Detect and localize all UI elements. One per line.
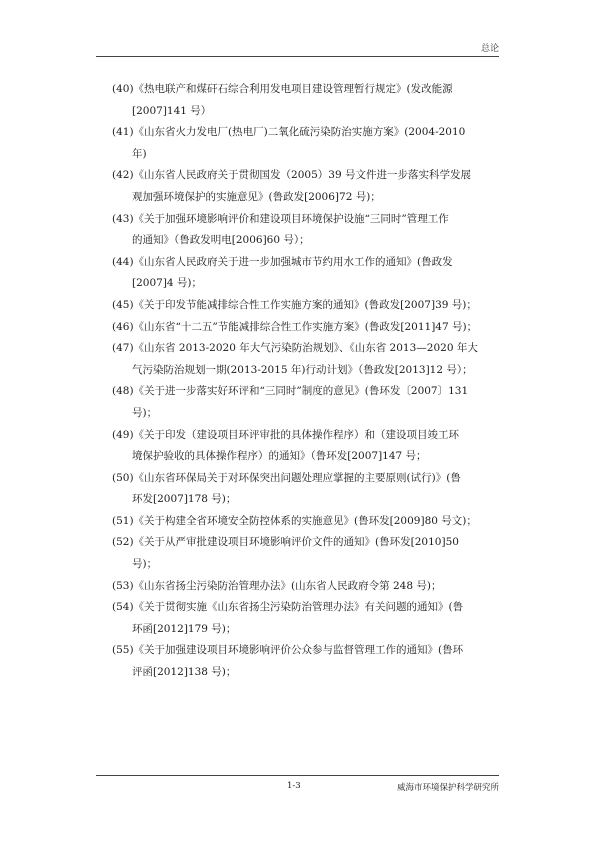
list-item-line: (48)《关于进一步落实好环评和“三同时”制度的意见》(鲁环发〔2007〕131 [112,385,469,398]
list-item-continuation: 环函[2012]179 号)； [132,622,237,635]
header-divider [96,56,499,57]
list-item-line: (49)《关于印发（建设项目环评审批的具体操作程序）和（建设项目竣工环 [112,428,460,441]
list-item-line: (40)《热电联产和煤矸石综合利用发电项目建设管理暂行规定》(发改能源 [112,83,453,95]
list-item [112,576,506,598]
list-item-line: (50)《山东省环保局关于对环保突出问题处理应掌握的主要原则(试行)》(鲁 [112,471,461,484]
list-item [112,511,506,533]
footer-divider [96,775,499,776]
list-item [112,425,506,468]
list-item-continuation: 气污染防治规划一期(2013-2015 年)行动计划》（鲁政发[2013]12 号）； [132,363,473,376]
list-item-line: (43)《关于加强环境影响评价和建设项目环境保护设施“三同时”管理工作 [112,212,449,225]
list-item-line: (41)《山东省火力发电厂(热电厂)二氧化硫污染防治实施方案》(2004-2010 [112,126,466,139]
list-item [112,532,506,575]
list-item-line: (51)《关于构建全省环境安全防控体系的实施意见》(鲁环发[2009]80 号文)； [112,514,477,527]
list-item [112,640,506,683]
list-item-line: (47)《山东省 2013-2020 年大气污染防治规划》、《山东省 2013—2020 年大 [112,342,478,355]
list-item-continuation: 境保护验收的具体操作程序）的通知》（鲁环发[2007]147 号； [132,450,427,463]
list-item-line: (52)《关于从严审批建设项目环境影响评价文件的通知》(鲁环发[2010]50 [112,536,459,549]
list-item-line: (42)《山东省人民政府关于贯彻国发（2005）39 号文件进一步落实科学发展 [112,169,471,182]
list-item [112,165,506,208]
header-title: 总论 [480,44,499,54]
list-item-continuation: 环发[2007]178 号)； [132,493,237,506]
footer-institute: 威海市环境保护科学研究所 [396,783,499,793]
list-item-line: (53)《山东省扬尘污染防治管理办法》(山东省人民政府令第 248 号)； [112,579,442,592]
list-item-continuation: 号)； [132,406,158,419]
list-item [112,338,506,381]
regulation-list [112,79,506,684]
list-item [112,597,506,640]
list-item-continuation: 的通知》（鲁政发明电[2006]60 号）； [132,234,310,247]
list-item [112,295,506,317]
list-item-continuation: 年) [132,147,147,160]
list-item-continuation: 号)； [132,558,158,571]
list-item-continuation: [2007]4 号)； [132,277,203,290]
page-number: 1-3 [287,781,301,791]
list-item [112,468,506,511]
list-item [112,381,506,424]
list-item [112,317,506,339]
list-item-continuation: 观加强环境保护的实施意见》(鲁政发[2006]72 号)； [132,190,381,203]
list-item-line: (55)《关于加强建设项目环境影响评价公众参与监督管理工作的通知》(鲁环 [112,644,464,657]
list-item-line: (44)《山东省人民政府关于进一步加强城市节约用水工作的通知》(鲁政发 [112,255,453,268]
list-item-continuation: [2007]141 号） [132,104,212,117]
list-item-line: (54)《关于贯彻实施《山东省扬尘污染防治管理办法》有关问题的通知》(鲁 [112,601,464,614]
list-item-line: (46)《山东省“十二五”节能减排综合性工作实施方案》(鲁政发[2011]47 号)； [112,320,478,333]
list-item [112,209,506,252]
list-item [112,122,506,165]
list-item-continuation: 评函[2012]138 号)； [132,666,237,679]
list-item-line: (45)《关于印发节能减排综合性工作实施方案的通知》(鲁政发[2007]39 号)； [112,298,477,311]
list-item [112,252,506,295]
list-item [112,79,506,122]
